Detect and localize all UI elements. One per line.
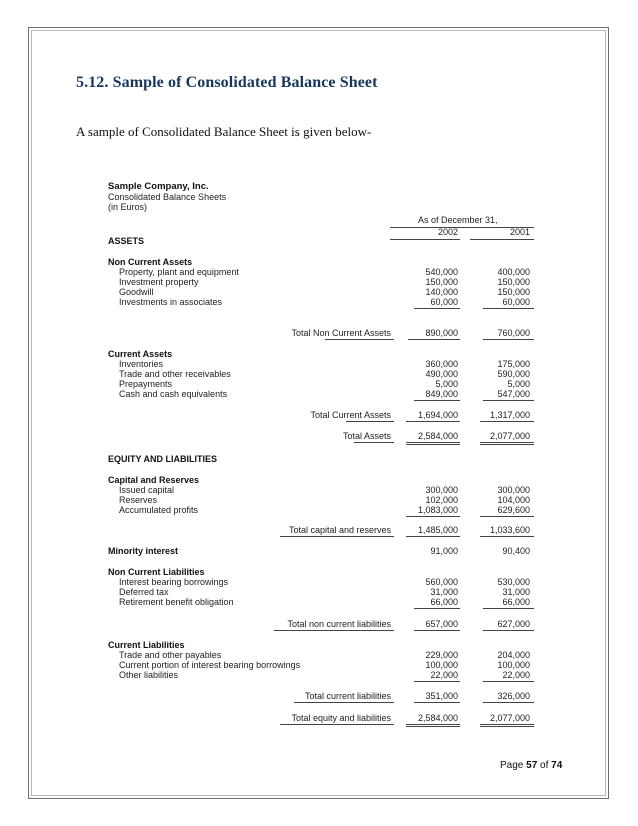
value-2001: 31,000 xyxy=(502,587,530,597)
as-of-label: As of December 31, xyxy=(418,215,498,225)
section-heading-row xyxy=(108,454,538,465)
minority-interest-2002: 91,000 xyxy=(430,546,458,556)
row-label: Goodwill xyxy=(119,287,154,297)
year-2002: 2002 xyxy=(437,227,458,237)
total-row xyxy=(108,525,538,536)
total-2001: 326,000 xyxy=(497,691,530,701)
value-2001: 530,000 xyxy=(497,577,530,587)
total-underline xyxy=(480,421,534,422)
total-label-underline xyxy=(280,536,394,537)
total-2002: 657,000 xyxy=(425,619,458,629)
value-2001: 300,000 xyxy=(497,485,530,495)
total-label: Total Non Current Assets xyxy=(291,328,391,338)
page-total: 74 xyxy=(551,760,563,771)
value-2001: 175,000 xyxy=(497,359,530,369)
total-assets-2002: 2,584,000 xyxy=(417,431,458,441)
subtotal-underline xyxy=(483,681,534,682)
table-row xyxy=(108,597,538,608)
subtotal-underline xyxy=(414,308,460,309)
page-of: of xyxy=(540,760,549,771)
total-2001: 1,033,600 xyxy=(489,525,530,535)
grand-total-double-underline xyxy=(406,442,460,445)
total-label-underline xyxy=(274,630,394,631)
total-row xyxy=(108,410,538,421)
value-2002: 540,000 xyxy=(425,267,458,277)
total-underline xyxy=(483,339,534,340)
non-current-assets-heading: Non Current Assets xyxy=(108,257,193,267)
total-2001: 627,000 xyxy=(497,619,530,629)
total-equity-liabilities-2001: 2,077,000 xyxy=(489,713,530,723)
value-2002: 100,000 xyxy=(425,660,458,670)
total-label-underline xyxy=(325,339,394,340)
minority-interest-label: Minority interest xyxy=(108,546,179,556)
company-name: Sample Company, Inc. xyxy=(108,181,209,192)
value-2001: 66,000 xyxy=(502,597,530,607)
row-label: Deferred tax xyxy=(119,587,169,597)
value-2001: 150,000 xyxy=(497,287,530,297)
total-assets-2001: 2,077,000 xyxy=(489,431,530,441)
row-label: Reserves xyxy=(119,495,158,505)
as-of-row xyxy=(108,215,538,226)
section-heading: 5.12. Sample of Consolidated Balance Sheet xyxy=(76,74,378,91)
total-label: Total current liabilities xyxy=(304,691,391,701)
row-label: Accumulated profits xyxy=(119,505,199,515)
total-underline xyxy=(406,421,460,422)
value-2002: 490,000 xyxy=(425,369,458,379)
row-label: Retirement benefit obligation xyxy=(119,597,234,607)
intro-text: A sample of Consolidated Balance Sheet is given below- xyxy=(76,124,372,139)
value-2002: 1,083,000 xyxy=(417,505,458,515)
row-label: Prepayments xyxy=(119,379,173,389)
value-2002: 849,000 xyxy=(425,389,458,399)
value-2001: 204,000 xyxy=(497,650,530,660)
value-2002: 229,000 xyxy=(425,650,458,660)
total-2001: 1,317,000 xyxy=(489,410,530,420)
total-underline xyxy=(483,702,534,703)
current-assets-heading: Current Assets xyxy=(108,349,173,359)
total-label: Total Current Assets xyxy=(310,410,391,420)
value-2001: 590,000 xyxy=(497,369,530,379)
value-2002: 560,000 xyxy=(425,577,458,587)
sheet-title: Consolidated Balance Sheets xyxy=(108,192,227,202)
value-2002: 300,000 xyxy=(425,485,458,495)
subtotal-underline xyxy=(480,516,534,517)
row-label: Trade and other payables xyxy=(119,650,222,660)
grand-total-double-underline xyxy=(406,724,460,727)
total-row xyxy=(108,328,538,339)
value-2001: 400,000 xyxy=(497,267,530,277)
total-equity-liabilities-row xyxy=(108,713,538,724)
value-2002: 31,000 xyxy=(430,587,458,597)
value-2002: 102,000 xyxy=(425,495,458,505)
value-2001: 104,000 xyxy=(497,495,530,505)
row-label: Issued capital xyxy=(119,485,175,495)
total-label: Total non current liabilities xyxy=(287,619,391,629)
value-2001: 22,000 xyxy=(502,670,530,680)
value-2001: 150,000 xyxy=(497,277,530,287)
row-label: Inventories xyxy=(119,359,164,369)
capital-reserves-heading: Capital and Reserves xyxy=(108,475,200,485)
grand-total-double-underline xyxy=(480,442,534,445)
page-prefix: Page xyxy=(500,760,524,771)
value-2002: 22,000 xyxy=(430,670,458,680)
value-2001: 5,000 xyxy=(507,379,530,389)
row-label: Investment property xyxy=(119,277,199,287)
value-2002: 150,000 xyxy=(425,277,458,287)
total-row xyxy=(108,619,538,630)
value-2002: 66,000 xyxy=(430,597,458,607)
currency-row xyxy=(108,202,538,213)
minority-interest-row xyxy=(108,546,538,557)
total-underline xyxy=(406,536,460,537)
total-underline xyxy=(414,630,460,631)
row-label: Trade and other receivables xyxy=(119,369,231,379)
row-label: Investments in associates xyxy=(119,297,223,307)
value-2001: 60,000 xyxy=(502,297,530,307)
grand-total-double-underline xyxy=(480,724,534,727)
value-2002: 140,000 xyxy=(425,287,458,297)
subtotal-underline xyxy=(483,400,534,401)
value-2002: 60,000 xyxy=(430,297,458,307)
subtotal-underline xyxy=(483,308,534,309)
total-assets-label: Total Assets xyxy=(342,431,391,441)
minority-interest-2001: 90,400 xyxy=(502,546,530,556)
total-label-underline xyxy=(346,421,394,422)
total-underline xyxy=(483,630,534,631)
total-underline xyxy=(480,536,534,537)
total-label-underline xyxy=(280,724,394,725)
value-2002: 5,000 xyxy=(435,379,458,389)
subtotal-underline xyxy=(414,681,460,682)
currency-note: (in Euros) xyxy=(108,202,148,212)
row-label: Cash and cash equivalents xyxy=(119,389,228,399)
value-2001: 100,000 xyxy=(497,660,530,670)
total-label: Total capital and reserves xyxy=(288,525,391,535)
row-label: Property, plant and equipment xyxy=(119,267,239,277)
total-2002: 890,000 xyxy=(425,328,458,338)
current-liabilities-heading: Current Liabilities xyxy=(108,640,185,650)
table-row xyxy=(108,389,538,400)
total-2002: 351,000 xyxy=(425,691,458,701)
table-row xyxy=(108,297,538,308)
subtotal-underline xyxy=(483,608,534,609)
row-label: Interest bearing borrowings xyxy=(119,577,229,587)
page-footer xyxy=(500,760,562,771)
total-equity-liabilities-2002: 2,584,000 xyxy=(417,713,458,723)
subtotal-underline xyxy=(406,516,460,517)
row-label: Other liabilities xyxy=(119,670,179,680)
assets-heading: ASSETS xyxy=(108,236,145,246)
equity-liabilities-heading: EQUITY AND LIABILITIES xyxy=(108,454,218,464)
total-underline xyxy=(414,702,460,703)
subtotal-underline xyxy=(414,400,460,401)
total-2001: 760,000 xyxy=(497,328,530,338)
total-assets-row xyxy=(108,431,538,442)
value-2001: 629,600 xyxy=(497,505,530,515)
subtotal-underline xyxy=(414,608,460,609)
table-row xyxy=(108,670,538,681)
page-number: 57 xyxy=(526,760,538,771)
value-2001: 547,000 xyxy=(497,389,530,399)
table-row xyxy=(108,505,538,516)
row-label: Current portion of interest bearing borrowings xyxy=(119,660,301,670)
total-2002: 1,694,000 xyxy=(417,410,458,420)
value-2002: 360,000 xyxy=(425,359,458,369)
total-2002: 1,485,000 xyxy=(417,525,458,535)
total-row xyxy=(108,691,538,702)
total-label-underline xyxy=(354,442,394,443)
year-2001: 2001 xyxy=(509,227,530,237)
assets-heading-row xyxy=(108,236,538,247)
total-underline xyxy=(408,339,460,340)
total-label-underline xyxy=(294,702,394,703)
non-current-liabilities-heading: Non Current Liabilities xyxy=(108,567,205,577)
total-equity-liabilities-label: Total equity and liabilities xyxy=(291,713,391,723)
